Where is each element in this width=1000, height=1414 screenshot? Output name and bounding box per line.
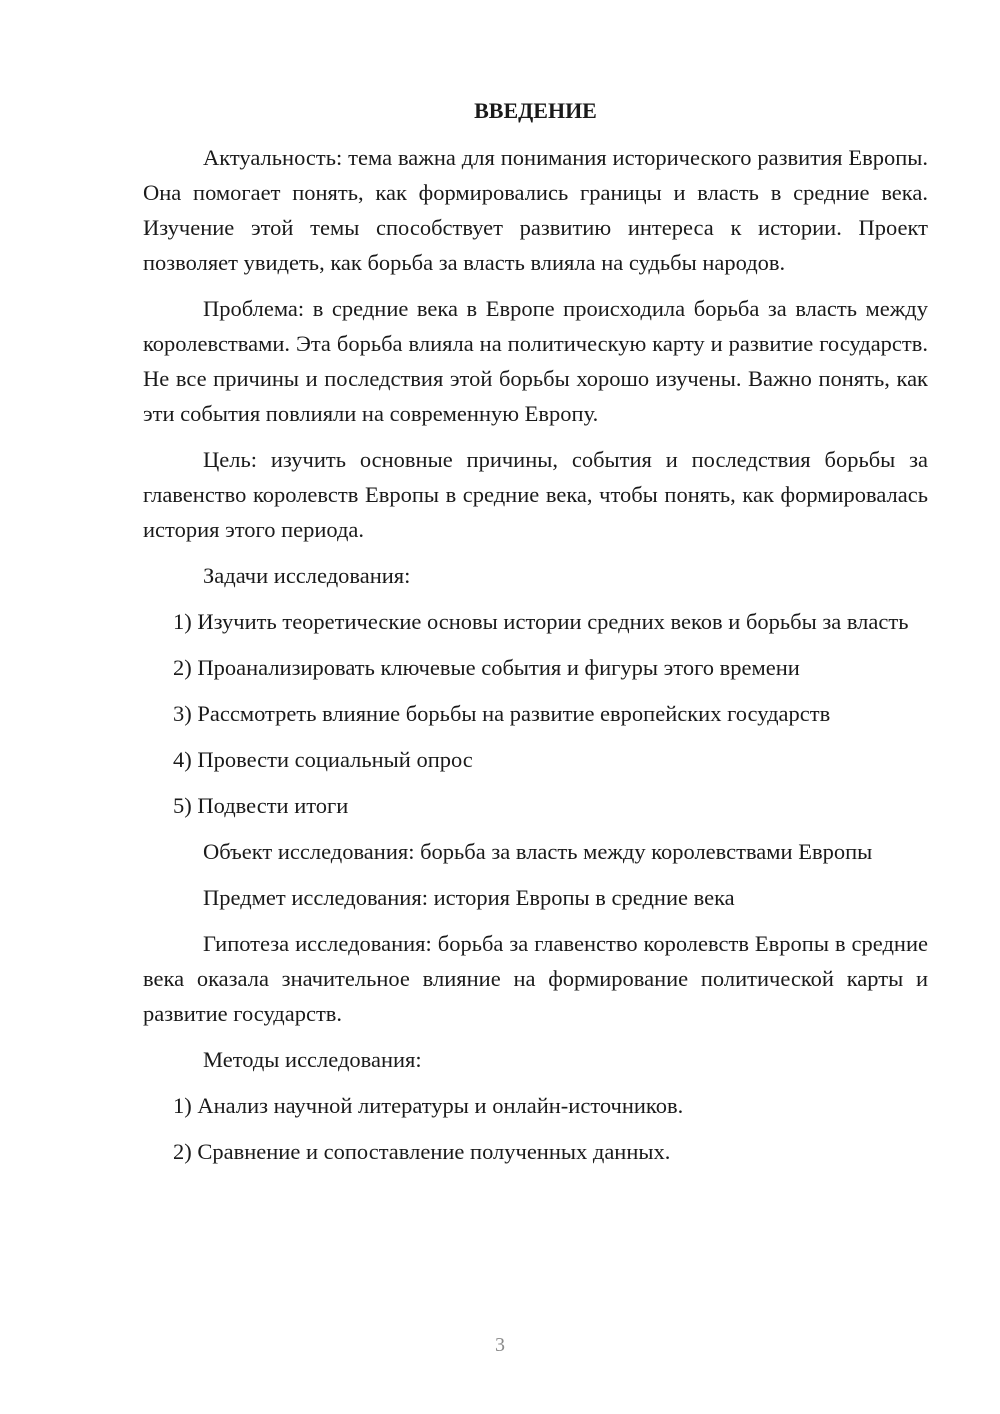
task-item: 3) Рассмотреть влияние борьбы на развитие европейских государств (173, 701, 831, 726)
page-content (143, 94, 928, 1180)
page-number: 3 (495, 1334, 505, 1356)
methods-heading: Методы исследования: (203, 1047, 422, 1072)
task-item: 5) Подвести итоги (173, 793, 349, 818)
subject-paragraph: Предмет исследования: история Европы в средние века (203, 885, 735, 910)
task-item: 1) Изучить теоретические основы истории средних веков и борьбы за власть (173, 609, 909, 634)
goal-paragraph: Цель: изучить основные причины, события и последствия борьбы за главенство королевств Европы в средние века, чтобы понять, как формировалась история этого периода. (143, 447, 928, 542)
relevance-paragraph: Актуальность: тема важна для понимания исторического развития Европы. Она помогает понять, как формировались границы и власть в средние века. Изучение этой темы способствует развитию интереса к истории. Проект позволяет увидеть, как борьба за власть влияла на судьбы народов. (143, 145, 928, 275)
method-item: 2) Сравнение и сопоставление полученных данных. (173, 1139, 671, 1164)
task-item: 4) Провести социальный опрос (173, 747, 473, 772)
object-paragraph: Объект исследования: борьба за власть между королевствами Европы (203, 839, 873, 864)
hypothesis-paragraph: Гипотеза исследования: борьба за главенство королевств Европы в средние века оказала значительное влияние на формирование политической карты и развитие государств. (143, 931, 928, 1026)
task-item: 2) Проанализировать ключевые события и фигуры этого времени (173, 655, 800, 680)
method-item: 1) Анализ научной литературы и онлайн-источников. (173, 1093, 684, 1118)
section-heading: ВВЕДЕНИЕ (474, 98, 597, 123)
tasks-heading: Задачи исследования: (203, 563, 411, 588)
problem-paragraph: Проблема: в средние века в Европе происходила борьба за власть между королевствами. Эта борьба влияла на политическую карту и развитие государств. Не все причины и последствия этой борьбы хорошо изучены. Важно понять, как эти события повлияли на современную Европу. (143, 296, 928, 426)
